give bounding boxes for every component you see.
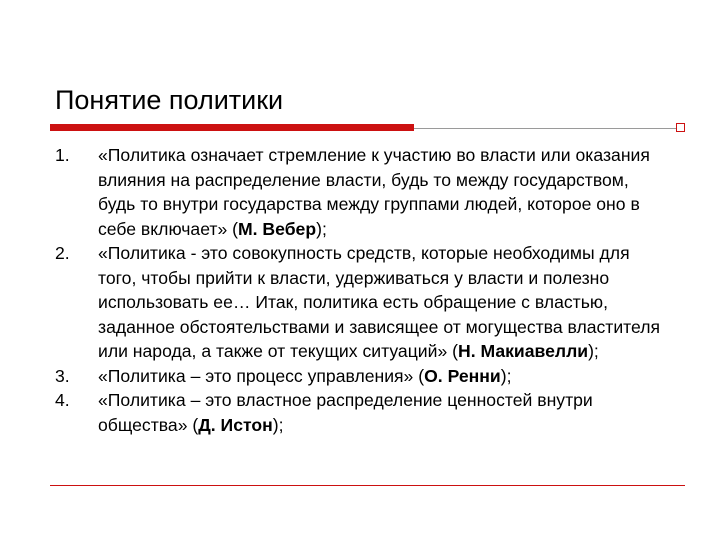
- title-underline-rule: [414, 128, 676, 129]
- author-name: М. Вебер: [238, 218, 317, 239]
- slide-title: Понятие политики: [55, 85, 284, 115]
- bottom-rule: [50, 485, 685, 486]
- quote-tail: );: [588, 341, 599, 361]
- title-rule-end-square: [676, 123, 685, 132]
- quote-text: «Политика означает стремление к участию во власти или оказания влияния на распределение власти, будь то между государством, будь то внутри государства между группами людей, которое оно в себе включает» (: [98, 145, 650, 239]
- quote-text: «Политика – это властное распределение ценностей внутри общества» (: [98, 390, 593, 435]
- definition-item-1: [55, 143, 665, 241]
- title-underline-accent: [50, 124, 414, 131]
- quote-tail: );: [272, 414, 284, 435]
- definition-item-4: [55, 388, 665, 437]
- item-text: [98, 143, 665, 241]
- item-number: 3.: [55, 365, 70, 386]
- quote-text: «Политика – это процесс управления» (: [98, 365, 425, 386]
- item-text: [98, 241, 665, 364]
- definition-item-2: [55, 241, 665, 364]
- item-text: [98, 364, 665, 389]
- author-name: О. Ренни: [424, 365, 501, 386]
- item-number: 1.: [55, 145, 70, 165]
- quote-text: «Политика - это совокупность средств, которые необходимы для того, чтобы прийти к власти, удерживаться у власти и полезно использовать ее… Итак, политика есть обращение с властью, заданное обстоятельствами и зависящее от могущества властителя или народа, а также от текущих ситуаций» (: [98, 243, 661, 361]
- item-number: 4.: [55, 390, 70, 410]
- author-name: Н. Макиавелли: [457, 341, 589, 361]
- author-name: Д. Истон: [198, 414, 273, 435]
- quote-tail: );: [500, 365, 512, 386]
- quote-tail: );: [316, 218, 327, 239]
- item-number: 2.: [55, 243, 70, 263]
- item-text: [98, 388, 665, 437]
- definition-list: [55, 143, 665, 437]
- definition-item-3: [55, 364, 665, 389]
